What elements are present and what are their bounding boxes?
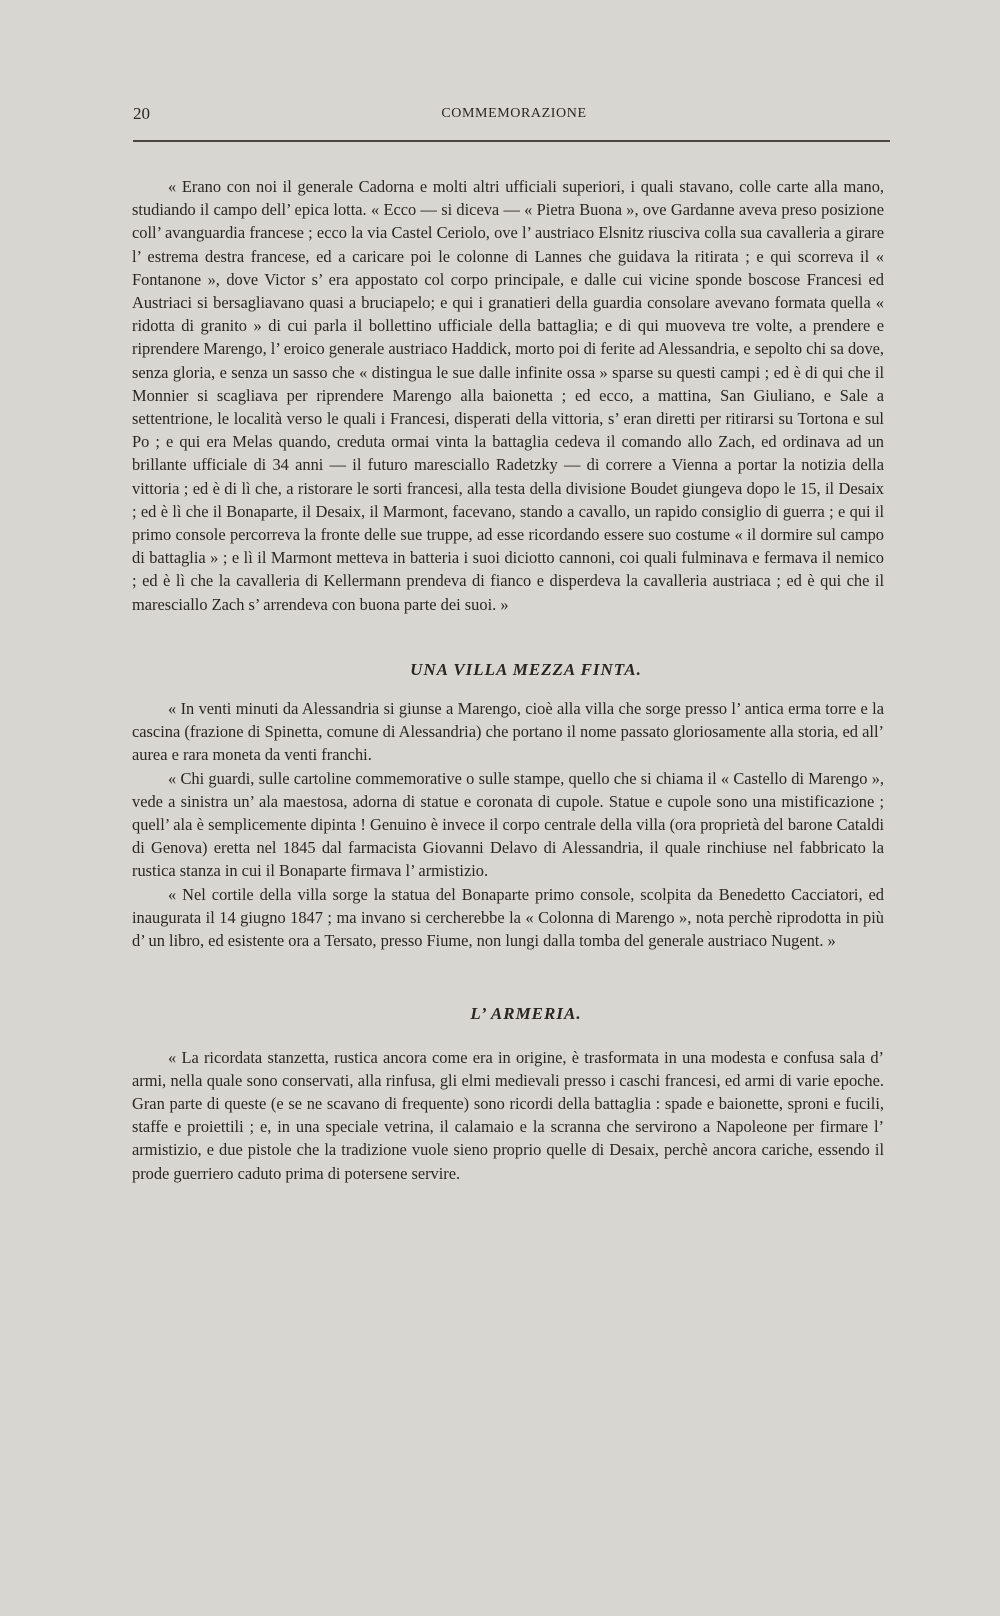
running-title: COMMEMORAZIONE: [441, 106, 587, 121]
paragraph: « Chi guardi, sulle cartoline commemorative o sulle stampe, quello che si chiama il « Castello di Marengo », vede a sinistra un’ ala maestosa, adorna di statue e coronata di cupole. Statue e cupole sono una mistificazione ; quell’ ala è semplicemente dipinta ! Genuino è invece il corpo centrale della villa (ora proprietà del barone Cataldi di Genova) eretta nel 1845 dal farmacista Giovanni Delavo di Alessandria, il quale rinchiuse nel fabbricato la rustica stanza in cui il Bonaparte firmava l’ armistizio.: [132, 768, 884, 881]
page-number: 20: [133, 104, 150, 123]
paragraph: « Erano con noi il generale Cadorna e molti altri ufficiali superiori, i quali stavano, colle carte alla mano, studiando il campo dell’ epica lotta. « Ecco — si diceva — « Pietra Buona », ove Gardanne aveva preso posizione coll’ avanguardia francese ; ecco la via Castel Ceriolo, ove l’ austriaco Elsnitz riusciva colla sua cavalleria a girare l’ estrema destra francese, ed a caricare poi le colonne di Lannes che guidava la ritirata ; e qui scorreva il « Fontanone », dove Victor s’ era appostato col corpo principale, e dalle cui vicine sponde boscose Francesi ed Austriaci si bersagliavano quasi a bruciapelo; e qui i granatieri della guardia consolare avevano formata quella « ridotta di granito » di cui parla il bollettino ufficiale della battaglia; e di qui muoveva tre volte, a prendere e riprendere Marengo, l’ eroico generale austriaco Haddick, morto poi di ferite ad Alessandria, e sepolto chi sa dove, senza gloria, e senza un sasso che « distingua le sue dalle infinite ossa » sparse su questi campi ; ed è di qui che il Monnier si scagliava per riprendere Marengo alla baionetta ; ed ecco, a mattina, San Giuliano, e Sale a settentrione, le località verso le quali i Francesi, disperati della vittoria, s’ eran diretti per ritirarsi su Tortona e sul Po ; e qui era Melas quando, creduta ormai vinta la battaglia cedeva il comando allo Zach, ed ordinava ad un brillante ufficiale di 34 anni — il futuro maresciallo Radetzky — di correre a Vienna a portar la notizia della vittoria ; ed è di lì che, a ristorare le sorti francesi, alla testa della divisione Boudet giungeva dopo le 15, il Desaix ; ed è lì che il Bonaparte, il Desaix, il Marmont, facevano, stando a cavallo, un rapido consiglio di guerra ; e qui il primo console percorreva la fronte delle sue truppe, ad esse ricordando essere suo costume « il dormire sul campo di battaglia » ; e lì il Marmont metteva in batteria i suoi diciotto cannoni, coi quali fulminava e fermava il nemico ; ed è lì che la cavalleria di Kellermann prendeva di fianco e disperdeva la cavalleria austriaca ; ed è qui che il maresciallo Zach s’ arrendeva con buona parte dei suoi. »: [132, 177, 885, 614]
header-rule: [133, 140, 890, 142]
paragraph: « Nel cortile della villa sorge la statua del Bonaparte primo console, scolpita da Benedetto Cacciatori, ed inaugurata il 14 giugno 1847 ; ma invano si cercherebbe la « Colonna di Marengo », nota perchè riprodotta in più d’ un libro, ed esistente ora a Tersato, presso Fiume, non lungi dalla tomba del generale austriaco Nugent. »: [132, 884, 884, 951]
section-heading: UNA VILLA MEZZA FINTA.: [410, 659, 642, 679]
section-heading: L’ ARMERIA.: [470, 1004, 582, 1024]
page-header: [133, 100, 895, 130]
body-text: [132, 175, 884, 1185]
paragraph: « La ricordata stanzetta, rustica ancora come era in origine, è trasformata in una modesta e confusa sala d’ armi, nella quale sono conservati, alla rinfusa, gli elmi medievali presso i caschi francesi, ed armi di varie epoche. Gran parte di queste (e se ne scavano di frequente) sono ricordi della battaglia : spade e baionette, sproni e fucili, staffe e proiettili ; e, in una speciale vetrina, il calamaio e la scranna che servirono a Napoleone per firmare l’ armistizio, e due pistole che la tradizione vuole sieno proprio quelle di Desaix, perchè ancora cariche, essendo il prode guerriero caduto prima di potersene servire.: [132, 1047, 884, 1183]
paragraph: « In venti minuti da Alessandria si giunse a Marengo, cioè alla villa che sorge presso l’ antica erma torre e la cascina (frazione di Spinetta, comune di Alessandria) che portano il nome passato gloriosamente alla storia, ed all’ aurea e rara moneta da venti franchi.: [132, 699, 884, 765]
